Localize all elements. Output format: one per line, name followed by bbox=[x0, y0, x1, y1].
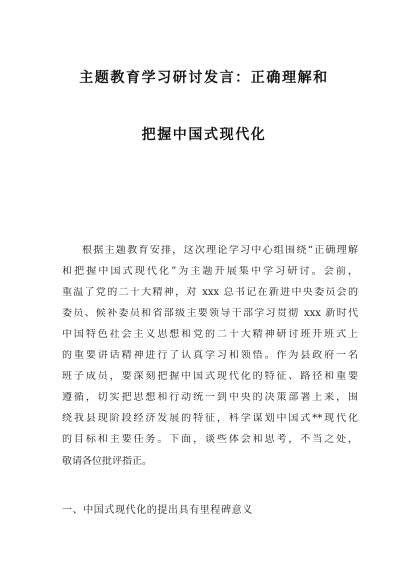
document-title-line-1: 主题教育学习研讨发言：正确理解和 bbox=[79, 70, 329, 86]
paragraph-line: 和把握中国式现代化”为主题开展集中学习研讨。会前， bbox=[62, 266, 358, 277]
paragraph-line: 的重要讲话精神进行了认真学习和领悟。作为县政府一名 bbox=[62, 350, 358, 361]
paragraph-line: 遵循，切实把思想和行动统一到中央的决策部署上来，围 bbox=[62, 392, 358, 403]
paragraph-line: 重温了党的二十大精神，对 xxx 总书记在新进中央委员会的 bbox=[62, 287, 358, 298]
paragraph-line: 的目标和主要任务。下面，谈些体会和思考，不当之处， bbox=[62, 434, 358, 445]
paragraph-line: 绕我县现阶段经济发展的特征，科学谋划中国式**现代化 bbox=[62, 413, 358, 424]
paragraph-line: 班子成员，要深刻把握中国式现代化的特征、路径和重要 bbox=[62, 371, 358, 382]
paragraph-line: 中国特色社会主义思想和党的二十大精神研讨班开班式上 bbox=[62, 329, 358, 340]
paragraph-line: 根据主题教育安排，这次理论学习中心组围绕“正确理解 bbox=[82, 245, 358, 256]
document-title-line-2: 把握中国式现代化 bbox=[141, 127, 267, 143]
paragraph-line: 敬请各位批评指正。 bbox=[62, 456, 152, 467]
section-heading: 一、中国式现代化的提出具有里程碑意义 bbox=[62, 505, 253, 516]
paragraph-line: 委员、候补委员和省部级主要领导干部学习贯彻 xxx 新时代 bbox=[62, 308, 358, 319]
